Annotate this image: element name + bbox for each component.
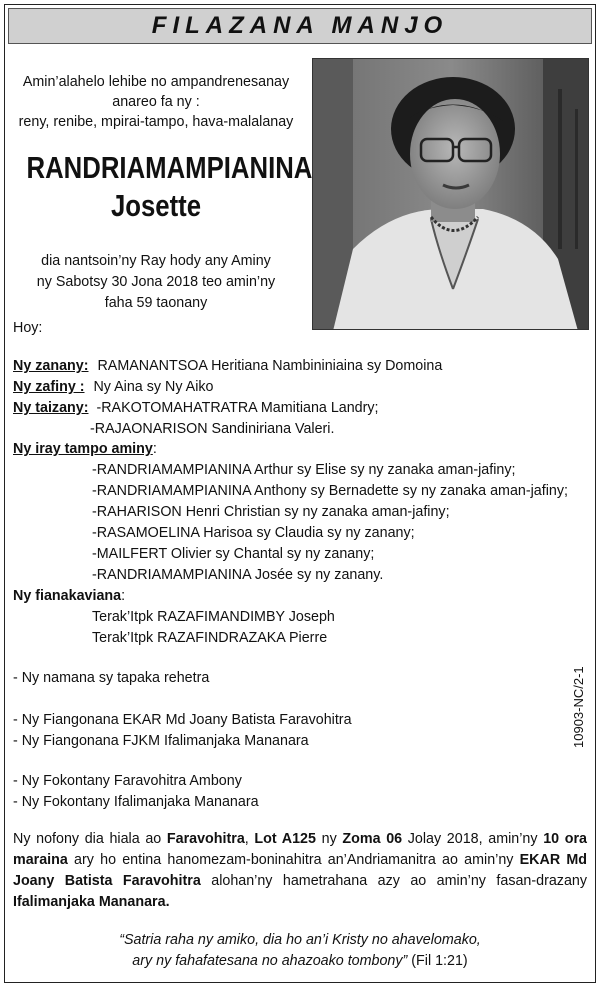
funeral-day: Zoma 06 <box>342 831 403 847</box>
funeral-text: Ny nofony dia hiala ao <box>13 831 167 847</box>
zafiny-label: Ny zafiny : <box>13 379 85 395</box>
death-line-2: ny Sabotsy 30 Jona 2018 teo amin’ny <box>36 274 276 290</box>
funeral-church: EKAR Md Joany Batista Faravohitra <box>13 852 587 889</box>
iray-tampo-item: -RASAMOELINA Harisoa sy Claudia sy ny zanany; <box>92 525 415 541</box>
funeral-paragraph <box>13 829 587 913</box>
fianakaviana-colon: : <box>121 588 126 604</box>
zanany-label: Ny zanany: <box>13 358 89 374</box>
funeral-text: alohan’ny hametrahana azy ao amin’ny fasan-drazany <box>200 873 587 889</box>
portrait-photo <box>312 58 589 330</box>
taizany-value-2: -RAJAONARISON Sandiniriana Valeri. <box>90 421 335 437</box>
fiangonana-line-1: - Ny Fiangonana EKAR Md Joany Batista Faravohitra <box>13 712 352 728</box>
iray-tampo-item: -RANDRIAMAMPIANINA Anthony sy Bernadette sy ny zanaka aman-jafiny; <box>92 483 568 499</box>
funeral-text: , <box>244 831 255 847</box>
deceased-given-name: Josette <box>110 188 202 223</box>
portrait-illustration <box>313 59 589 330</box>
zafiny-value: Ny Aina sy Ny Aiko <box>93 379 214 395</box>
iray-tampo-item: -RANDRIAMAMPIANINA Josée sy ny zanany. <box>92 567 384 583</box>
hoy-label: Hoy: <box>13 320 43 336</box>
iray-tampo-item: -MAILFERT Olivier sy Chantal sy ny zanany; <box>92 546 375 562</box>
funeral-time: 10 ora maraina <box>13 831 588 868</box>
fianakaviana-heading <box>13 586 125 606</box>
ad-reference: 10903-NC/2-1 <box>571 666 586 748</box>
funeral-lot: Lot A125 <box>254 831 316 847</box>
iray-tampo-colon: : <box>152 441 157 457</box>
funeral-burial-place: Ifalimanjaka Mananara. <box>13 894 170 910</box>
quote-line-1: “Satria raha ny amiko, dia ho an’i Kristy no ahavelomako, <box>119 932 481 948</box>
zanany-row <box>13 356 442 376</box>
intro-line-2: anareo fa ny : <box>112 94 200 110</box>
taizany-row <box>13 398 379 418</box>
namana-line: - Ny namana sy tapaka rehetra <box>13 670 210 686</box>
iray-tampo-heading <box>13 439 157 459</box>
death-line-1: dia nantsoin’ny Ray hody any Aminy <box>41 253 271 269</box>
death-line-3: faha 59 taonany <box>104 295 208 311</box>
notice-title: FILAZANA MANJO <box>151 12 449 39</box>
iray-tampo-item: -RANDRIAMAMPIANINA Arthur sy Elise sy ny zanaka aman-jafiny; <box>92 462 516 478</box>
quote-text: ary ny fahafatesana no ahazoako tombony” <box>132 953 408 969</box>
iray-tampo-label: Ny iray tampo aminy <box>13 441 153 457</box>
quote-reference: (Fil 1:21) <box>407 953 468 969</box>
fianakaviana-item: Terak’Itpk RAZAFINDRAZAKA Pierre <box>92 630 328 646</box>
zanany-value: RAMANANTSOA Heritiana Nambininiaina sy Domoina <box>97 358 443 374</box>
funeral-text: Jolay 2018, amin’ny <box>402 831 544 847</box>
funeral-text: ary ho entina hanomezam-boninahitra an’Andriamanitra ao amin’ny <box>67 852 520 868</box>
taizany-value-1: -RAKOTOMAHATRATRA Mamitiana Landry; <box>96 400 379 416</box>
deceased-surname: RANDRIAMAMPIANINA <box>26 150 313 185</box>
funeral-text: ny <box>315 831 343 847</box>
quote-line-2 <box>0 951 600 972</box>
intro-line-3: reny, renibe, mpirai-tampo, hava-malalanay <box>18 114 294 130</box>
fiangonana-line-2: - Ny Fiangonana FJKM Ifalimanjaka Mananara <box>13 733 309 749</box>
fokontany-line-1: - Ny Fokontany Faravohitra Ambony <box>13 773 242 789</box>
funeral-place: Faravohitra <box>166 831 245 847</box>
header-banner <box>8 8 592 44</box>
iray-tampo-item: -RAHARISON Henri Christian sy ny zanaka aman-jafiny; <box>92 504 450 520</box>
zafiny-row <box>13 377 213 397</box>
fianakaviana-item: Terak’Itpk RAZAFIMANDIMBY Joseph <box>92 609 335 625</box>
fianakaviana-label: Ny fianakaviana <box>13 588 122 604</box>
taizany-label: Ny taizany: <box>13 400 89 416</box>
intro-line-1: Amin’alahelo lehibe no ampandrenesanay <box>22 74 290 90</box>
fokontany-line-2: - Ny Fokontany Ifalimanjaka Mananara <box>13 794 259 810</box>
